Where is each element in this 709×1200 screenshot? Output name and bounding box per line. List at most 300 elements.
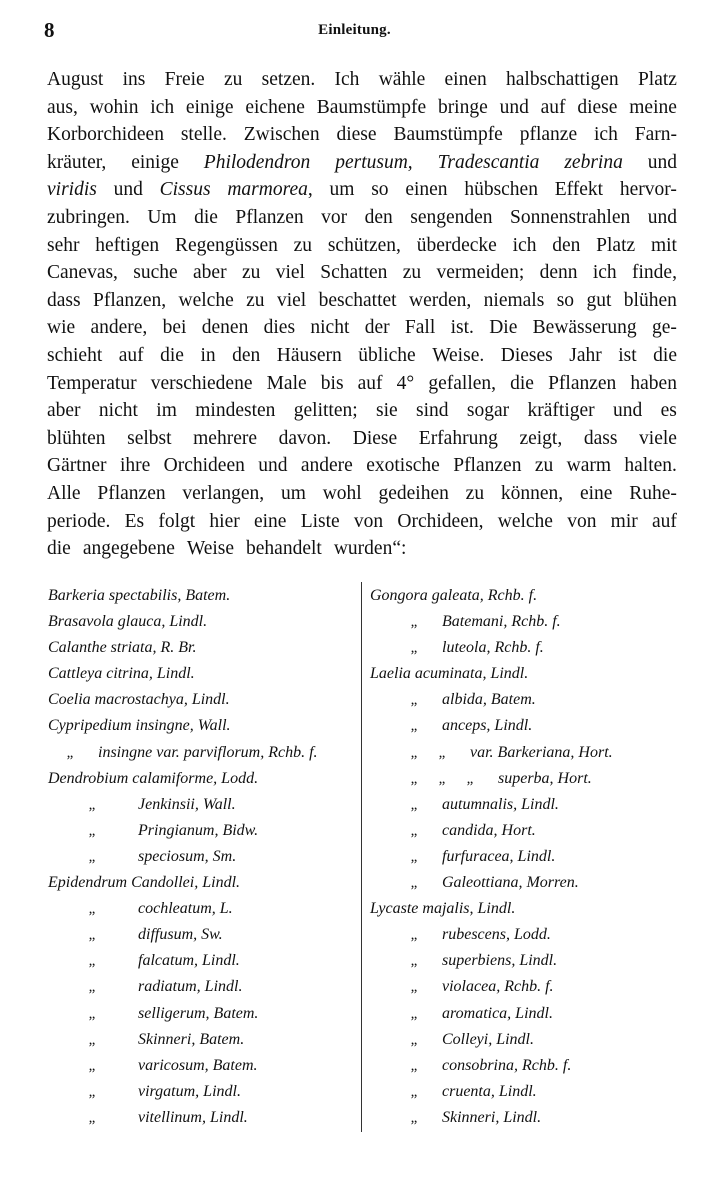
word: nicht — [98, 400, 138, 422]
word: diese — [577, 96, 618, 118]
genus-name: Laelia — [370, 665, 411, 683]
word: mir — [610, 510, 638, 532]
species-name: galeata, Rchb. f. — [431, 587, 538, 604]
word: zebrina — [564, 151, 623, 173]
word: den — [232, 344, 261, 366]
word: ich — [512, 234, 537, 256]
orchid-list-right — [370, 583, 680, 1131]
ditto-mark: „ — [410, 718, 418, 735]
species-name: Skinneri, Batem. — [138, 1030, 245, 1048]
genus-name: Epidendrum — [48, 874, 128, 892]
word: zu — [246, 289, 265, 311]
ditto-mark: „ — [410, 927, 418, 944]
species-name: citrina, Lindl. — [106, 665, 195, 683]
word: vor — [321, 206, 348, 228]
word: Freie — [164, 69, 205, 90]
word: Schatten — [320, 262, 388, 284]
text-line — [47, 370, 677, 398]
list-item — [370, 766, 680, 792]
word: mehrere — [193, 427, 258, 449]
ditto-mark: „ — [466, 770, 474, 787]
word: eine — [579, 482, 613, 504]
word: Platz — [637, 69, 677, 90]
species-name: vitellinum, Lindl. — [138, 1108, 248, 1126]
ditto-mark: „ — [410, 1031, 418, 1048]
word: dass — [47, 289, 81, 311]
ditto-mark: „ — [88, 1109, 96, 1126]
list-item — [48, 583, 363, 609]
list-item — [370, 740, 680, 766]
word: niemals — [483, 289, 545, 311]
list-item — [370, 687, 680, 713]
text-line — [47, 66, 677, 94]
word: Sonnenstrahlen — [510, 206, 631, 228]
word: Platz — [596, 234, 636, 256]
word: von — [567, 510, 597, 532]
list-item — [48, 740, 363, 766]
word: einen — [444, 69, 487, 90]
word: einige — [131, 151, 179, 173]
word: Ruhe- — [629, 482, 677, 504]
word: wurden“: — [333, 538, 407, 560]
word: Bewässerung — [532, 317, 637, 339]
word: wohl — [322, 482, 362, 504]
word: ge- — [651, 317, 677, 339]
word: Pflanzen — [453, 455, 522, 477]
word: aus, — [47, 96, 78, 118]
word: marmorea, — [227, 179, 313, 201]
ditto-mark: „ — [88, 927, 96, 944]
running-head: Einleitung. — [318, 22, 391, 38]
word: wie — [47, 317, 76, 339]
word: bei — [162, 317, 187, 339]
text-line — [47, 508, 677, 536]
word: finde, — [632, 262, 677, 284]
list-item — [48, 1105, 363, 1131]
word: Effekt — [554, 179, 604, 201]
species-name: falcatum, Lindl. — [138, 952, 240, 970]
word: Es — [124, 510, 145, 532]
word: ich — [592, 262, 617, 284]
word: Temperatur — [47, 372, 137, 394]
list-item — [48, 896, 363, 922]
list-item — [48, 609, 363, 635]
word: um — [280, 482, 306, 504]
ditto-mark: „ — [88, 953, 96, 970]
ditto-mark: „ — [438, 770, 446, 787]
word: ich — [594, 124, 618, 146]
list-item — [48, 1053, 363, 1079]
word: Orchideen, — [397, 510, 484, 532]
word: ist. — [450, 317, 474, 339]
word: folgt — [158, 510, 196, 532]
ditto-mark: „ — [66, 744, 74, 761]
species-name: glauca, Lindl. — [117, 613, 208, 631]
species-name: Jenkinsii, Wall. — [138, 795, 236, 813]
ditto-mark: „ — [88, 1031, 96, 1048]
word: selbst — [127, 427, 172, 449]
genus-name: Cypripedium — [48, 717, 132, 735]
ditto-mark: „ — [410, 1057, 418, 1074]
list-item — [370, 583, 680, 609]
word: die — [194, 206, 218, 228]
list-item — [48, 948, 363, 974]
ditto-mark: „ — [88, 1057, 96, 1074]
species-name: autumnalis, Lindl. — [442, 795, 559, 813]
species-name: cruenta, Lindl. — [442, 1082, 537, 1100]
word: viele — [639, 427, 677, 449]
word: welche — [178, 289, 234, 311]
word: Pflanzen — [235, 206, 304, 228]
species-name: majalis, Lindl. — [422, 900, 516, 918]
word: blühten — [47, 427, 106, 449]
word: periode. — [47, 510, 111, 532]
word: sind — [416, 400, 449, 422]
body-paragraph — [47, 66, 677, 563]
word: auf — [540, 96, 566, 118]
list-item — [48, 870, 363, 896]
ditto-mark: „ — [410, 640, 418, 657]
list-item — [48, 713, 363, 739]
word: übliche — [358, 344, 416, 366]
word: den — [364, 206, 393, 228]
word: Dieses — [500, 344, 553, 366]
word: Farn- — [634, 124, 677, 146]
text-line — [47, 480, 677, 508]
species-name: macrostachya, Lindl. — [94, 691, 230, 709]
word: blühen — [623, 289, 677, 311]
species-name: speciosum, Sm. — [138, 847, 237, 865]
species-name: luteola, Rchb. f. — [442, 639, 544, 657]
word: davon. — [278, 427, 332, 449]
species-name: aromatica, Lindl. — [442, 1004, 553, 1022]
ditto-mark: „ — [410, 796, 418, 813]
list-item — [48, 922, 363, 948]
word: Ich — [334, 69, 360, 90]
list-item — [370, 896, 680, 922]
word: warm — [566, 455, 612, 477]
list-item — [370, 1001, 680, 1027]
species-name: radiatum, Lindl. — [138, 978, 243, 996]
word: überdecke — [416, 234, 497, 256]
page-header — [0, 18, 709, 46]
page-number: 8 — [44, 18, 55, 42]
word: Pflanzen, — [93, 289, 167, 311]
list-item — [370, 1105, 680, 1131]
text-line — [47, 204, 677, 232]
ditto-mark: „ — [410, 770, 418, 787]
word: aber — [193, 262, 227, 284]
word: bringe — [437, 96, 488, 118]
word: Die — [489, 317, 518, 339]
text-line — [47, 397, 677, 425]
word: eine — [253, 510, 287, 532]
species-name: Skinneri, Lindl. — [442, 1108, 542, 1126]
word: viel — [276, 289, 307, 311]
word: Male — [266, 372, 307, 394]
species-name: insingne var. parviflorum, Rchb. f. — [98, 743, 318, 761]
species-name: superbiens, Lindl. — [442, 952, 558, 970]
species-name: spectabilis, Batem. — [108, 587, 231, 604]
word: die — [653, 344, 677, 366]
species-name: rubescens, Lodd. — [442, 926, 551, 944]
word: vermeiden; — [436, 262, 525, 284]
text-line — [47, 342, 677, 370]
word: auf — [118, 344, 144, 366]
word: Weise. — [432, 344, 485, 366]
list-item — [48, 687, 363, 713]
species-name: insingne, Wall. — [135, 717, 231, 735]
word: wohin — [89, 96, 139, 118]
word: bis — [320, 372, 344, 394]
orchid-list-left — [48, 583, 363, 1131]
word: behandelt — [246, 538, 322, 560]
word: Pflanzen — [97, 482, 166, 504]
list-item — [370, 792, 680, 818]
list-item — [370, 870, 680, 896]
text-line — [47, 176, 677, 204]
word: und — [647, 151, 677, 173]
word: denn — [539, 262, 578, 284]
species-name: selligerum, Batem. — [138, 1004, 259, 1022]
word: können, — [500, 482, 564, 504]
word: Liste — [300, 510, 340, 532]
word: August — [47, 69, 104, 90]
word: Häusern — [276, 344, 342, 366]
species-name: consobrina, Rchb. f. — [442, 1056, 572, 1074]
genus-name: Barkeria — [48, 587, 105, 604]
genus-name: Dendrobium — [48, 769, 129, 787]
word: diese — [336, 124, 377, 146]
species-name: Batemani, Rchb. f. — [442, 613, 561, 631]
ditto-mark: „ — [410, 875, 418, 892]
species-name: Pringianum, Bidw. — [138, 821, 259, 839]
list-item — [48, 1027, 363, 1053]
list-item — [370, 844, 680, 870]
word: suche — [133, 262, 178, 284]
word: mit — [650, 234, 677, 256]
list-item — [48, 766, 363, 792]
genus-name: Brasavola — [48, 613, 114, 631]
word: Orchideen — [163, 455, 245, 477]
word: denen — [201, 317, 249, 339]
word: und — [613, 400, 643, 422]
word: die — [510, 372, 534, 394]
genus-name: Gongora — [370, 587, 428, 604]
word: um — [329, 179, 355, 201]
word: eichene — [245, 96, 305, 118]
word: Korborchideen — [47, 124, 164, 146]
word: halten. — [624, 455, 677, 477]
ditto-mark: „ — [410, 822, 418, 839]
word: sehr — [47, 234, 80, 256]
list-item — [48, 792, 363, 818]
list-item — [370, 922, 680, 948]
word: zu — [402, 262, 422, 284]
word: Alle — [47, 482, 81, 504]
ditto-mark: „ — [88, 1005, 96, 1022]
word: wähle — [378, 69, 426, 90]
word: stelle. — [180, 124, 227, 146]
list-item — [48, 661, 363, 687]
word: hübschen — [464, 179, 538, 201]
word: welche — [497, 510, 553, 532]
word: dies — [263, 317, 296, 339]
species-name: cochleatum, L. — [138, 900, 233, 918]
word: ins — [122, 69, 146, 90]
word: gedeihen — [378, 482, 449, 504]
word: Jahr — [569, 344, 602, 366]
word: exotische — [366, 455, 440, 477]
list-item — [370, 974, 680, 1000]
ditto-mark: „ — [438, 744, 446, 761]
text-line — [47, 425, 677, 453]
word: andere, — [90, 317, 148, 339]
word: auf — [652, 510, 677, 532]
word: die — [47, 538, 71, 560]
word: nicht — [310, 317, 350, 339]
word: angegebene — [82, 538, 175, 560]
word: einige — [185, 96, 234, 118]
word: hervor- — [619, 179, 677, 201]
species-name: candida, Hort. — [442, 821, 536, 839]
word: gelitten; — [293, 400, 358, 422]
word: gefallen, — [428, 372, 497, 394]
ditto-mark: „ — [88, 979, 96, 996]
ditto-mark: „ — [410, 953, 418, 970]
word: Tradescantia — [437, 151, 540, 173]
ditto-mark: „ — [88, 901, 96, 918]
word: Weise — [186, 538, 235, 560]
word: zu — [223, 69, 243, 90]
word: Um — [147, 206, 177, 228]
ditto-mark: „ — [410, 744, 418, 761]
list-item — [370, 948, 680, 974]
text-line — [47, 259, 677, 287]
text-line — [47, 149, 677, 177]
word: Pflanzen — [548, 372, 617, 394]
species-name: calamiforme, Lodd. — [132, 769, 259, 787]
word: Gärtner — [47, 455, 107, 477]
text-line — [47, 452, 677, 480]
ditto-mark: „ — [410, 848, 418, 865]
list-item — [370, 635, 680, 661]
text-line — [47, 121, 677, 149]
word: und — [647, 206, 677, 228]
word: schieht — [47, 344, 103, 366]
list-item — [370, 661, 680, 687]
word: zeigt, — [519, 427, 563, 449]
word: gut — [586, 289, 612, 311]
word: Cissus — [159, 179, 211, 201]
text-line — [47, 232, 677, 260]
word: aber — [47, 400, 81, 422]
word: halbschattigen — [506, 69, 619, 90]
word: pertusum, — [335, 151, 413, 173]
list-item — [48, 974, 363, 1000]
word: die — [160, 344, 184, 366]
word: werden, — [408, 289, 472, 311]
word: dass — [583, 427, 618, 449]
text-line — [47, 535, 677, 563]
word: heftigen — [95, 234, 160, 256]
word: Diese — [352, 427, 398, 449]
word: so — [371, 179, 389, 201]
word: und — [499, 96, 529, 118]
word: es — [660, 400, 677, 422]
list-item — [370, 1079, 680, 1105]
word: einen — [405, 179, 448, 201]
species-name: superba, Hort. — [498, 769, 592, 787]
ditto-mark: „ — [88, 822, 96, 839]
word: beschattet — [318, 289, 397, 311]
genus-name: Coelia — [48, 691, 91, 709]
word: zu — [293, 234, 313, 256]
ditto-mark: „ — [410, 1083, 418, 1100]
word: Canevas, — [47, 262, 118, 284]
word: Regengüssen — [174, 234, 278, 256]
word: hier — [209, 510, 240, 532]
species-name: acuminata, Lindl. — [414, 665, 529, 683]
word: viel — [275, 262, 305, 284]
word: im — [156, 400, 177, 422]
word: pflanze — [519, 124, 578, 146]
list-item — [370, 1027, 680, 1053]
word: verlangen, — [182, 482, 265, 504]
word: 4° — [396, 372, 415, 394]
ditto-mark: „ — [410, 979, 418, 996]
species-name: albida, Batem. — [442, 691, 536, 709]
word: Fall — [404, 317, 436, 339]
genus-name: Lycaste — [370, 900, 419, 918]
word: Zwischen — [243, 124, 320, 146]
word: mindesten — [195, 400, 276, 422]
ditto-mark: „ — [410, 1005, 418, 1022]
list-item — [48, 1001, 363, 1027]
word: sie — [376, 400, 398, 422]
ditto-mark: „ — [88, 1083, 96, 1100]
word: von — [353, 510, 384, 532]
word: ihre — [119, 455, 151, 477]
species-name: var. Barkeriana, Hort. — [470, 743, 613, 761]
word: zu — [241, 262, 261, 284]
word: verschiedene — [150, 372, 253, 394]
word: sogar — [466, 400, 510, 422]
list-item — [48, 844, 363, 870]
text-line — [47, 287, 677, 315]
word: Erfahrung — [418, 427, 498, 449]
word: Baumstümpfe — [316, 96, 427, 118]
ditto-mark: „ — [410, 614, 418, 631]
word: Philodendron — [203, 151, 311, 173]
genus-name: Calanthe — [48, 639, 107, 657]
species-name: furfuracea, Lindl. — [442, 847, 556, 865]
list-item — [48, 635, 363, 661]
species-name: Colleyi, Lindl. — [442, 1030, 534, 1048]
list-item — [370, 1053, 680, 1079]
word: sengenden — [410, 206, 493, 228]
word: in — [200, 344, 216, 366]
word: setzen. — [261, 69, 316, 90]
word: viridis — [47, 179, 97, 201]
ditto-mark: „ — [88, 848, 96, 865]
species-name: anceps, Lindl. — [442, 717, 533, 735]
text-line — [47, 94, 677, 122]
list-item — [48, 818, 363, 844]
list-item — [370, 818, 680, 844]
word: und — [258, 455, 288, 477]
word: den — [552, 234, 581, 256]
